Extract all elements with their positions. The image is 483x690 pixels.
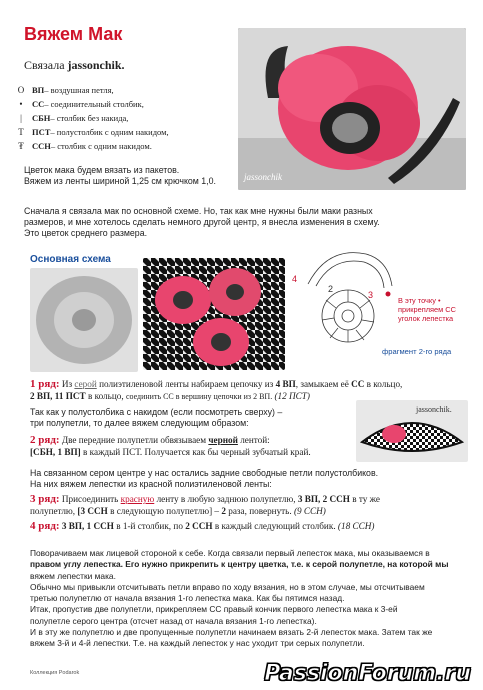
text: [3 ССН <box>77 506 108 516</box>
stitch-legend <box>14 83 169 153</box>
text: (12 ПСТ) <box>272 391 310 401</box>
row-4 <box>30 520 470 532</box>
diagram-number: 4 <box>292 274 298 284</box>
text: 4 ВП <box>275 379 296 389</box>
double-crochet-symbol-icon: ₮ <box>18 141 24 151</box>
text: в кольцо, <box>364 379 403 389</box>
row-4-label: 4 ряд: <box>30 520 60 532</box>
text: 2 ВП, 11 ПСТ <box>30 391 86 401</box>
legend-abbr: ССН <box>32 141 51 151</box>
black-edge-photo <box>356 400 468 462</box>
bottom-line: правом углу лепестка. Его нужно прикрепить к центру цветка, т.е. к серой полупетле, на которой мы <box>30 559 449 570</box>
center-line: На связанном сером центре у нас остались задние свободные петли полустолбиков. <box>30 468 379 478</box>
row-2-label: 2 ряд: <box>30 434 60 446</box>
text: в следующую полупетлю] – <box>107 506 222 516</box>
photo-signature: jassonchik. <box>416 405 452 414</box>
legend-row <box>14 139 169 153</box>
text: Две передние полупетли обвязываем <box>59 435 209 445</box>
row-3-label: 3 ряд: <box>30 493 60 505</box>
row-2 <box>30 434 360 458</box>
red-word: красную <box>120 494 155 504</box>
text: (18 ССН) <box>337 521 375 531</box>
legend-text: – воздушная петля, <box>44 85 114 95</box>
half-double-symbol-icon: T <box>18 127 24 137</box>
legend-text: – соединительный столбик, <box>44 99 144 109</box>
center-line: На них вяжем лепестки из красной полиэтиленовой ленты: <box>30 479 272 489</box>
intro-line: Вяжем из ленты шириной 1,25 см крючком 1,0. <box>24 176 216 186</box>
bottom-line: Обычно мы привыкли отсчитывать петли вправо по ходу вязания, но в этом случае, мы отсчитываем <box>30 581 425 592</box>
intro-text <box>24 165 216 187</box>
watermark: PassionForum.ru <box>264 661 471 686</box>
bottom-text <box>30 548 475 650</box>
text: СС <box>351 379 365 389</box>
legend-text: – полустолбик с одним накидом, <box>50 127 169 137</box>
diagram-number: 3 <box>368 290 374 300</box>
grey-word: серой <box>74 379 97 389</box>
bottom-line: полупетле серого центра (отсчет назад от начала вязания 1-го лепестка). <box>30 615 317 626</box>
poppies-photo <box>143 258 285 370</box>
legend-row <box>14 83 169 97</box>
poppy-illustration <box>238 28 466 190</box>
bottom-line: Поворачиваем мак лицевой стороной к себе. Когда связали первый лепесток мака, мы оказываемся в <box>30 548 430 558</box>
scheme-label: Основная схема <box>30 254 111 265</box>
text: , замыкаем её <box>295 379 352 389</box>
chain-symbol-icon: O <box>17 85 25 95</box>
bottom-line: вяжем лепестки мака. <box>30 570 116 581</box>
photo-signature: jassonchik <box>244 172 282 182</box>
legend-text: – столбик без накида, <box>50 113 129 123</box>
text: в кольцо, <box>85 391 126 401</box>
poppies-illustration <box>143 258 285 370</box>
legend-abbr: СБН <box>32 113 51 123</box>
row-3 <box>30 493 470 517</box>
author-line <box>24 58 125 73</box>
legend-row <box>14 125 169 139</box>
black-word: черной <box>208 435 238 445</box>
text: лентой: <box>237 435 270 445</box>
text: ленту в любую заднюю полупетлю, <box>154 494 298 504</box>
text: (9 ССН) <box>293 506 326 516</box>
single-crochet-symbol-icon: | <box>20 113 22 123</box>
text: в 1-й столбик, по <box>113 521 186 531</box>
footer-collection: Коллекция Podarok <box>30 670 80 676</box>
legend-row <box>14 97 169 111</box>
legend-abbr: ВП <box>32 85 45 95</box>
legend-row <box>14 111 169 125</box>
note-text <box>30 407 282 429</box>
poppy-photo <box>238 28 466 190</box>
text: полиэтиленовой ленты набираем цепочку из <box>96 379 276 389</box>
text: в каждый следующий столбик. <box>212 521 338 531</box>
legend-abbr: СС <box>32 99 45 109</box>
slip-stitch-symbol-icon: • <box>19 99 23 109</box>
text: полупетлю, <box>30 506 78 516</box>
text: [СБН, 1 ВП] <box>30 447 81 457</box>
text: Присоединить <box>59 494 121 504</box>
bottom-line: вяжем 3-й и 4-й лепестки. Т.е. на каждый лепесток у нас уходит три серых полупетли. <box>30 638 365 649</box>
diagram-number: 2 <box>328 284 334 294</box>
note-line: Так как у полустолбика с накидом (если посмотреть сверху) – <box>30 407 283 417</box>
paragraph-two <box>24 206 380 239</box>
grey-center-illustration <box>30 268 138 372</box>
bottom-line: Итак, пропустив две полупетли, прикрепляем СС правый кончик первого лепестка мака к 3-ей <box>30 604 398 615</box>
intro-line: Цветок мака будем вязать из пакетов. <box>24 165 180 175</box>
legend-text: – столбик с одним накидом. <box>50 141 152 151</box>
center-text <box>30 468 378 490</box>
center-photo <box>30 268 138 372</box>
text: Из <box>59 379 75 389</box>
paragraph-line: размеров, и мне хотелось сделать немного другой центр, я внесла изменения в схему. <box>24 217 380 227</box>
text: в ту же <box>349 494 380 504</box>
text: 2 ССН <box>185 521 213 531</box>
author-prefix: Связала <box>24 58 68 72</box>
paragraph-line: Сначала я связала мак по основной схеме. Но, так как мне нужны были маки разных <box>24 206 373 216</box>
text: соединить СС в вершину цепочки из 2 ВП. <box>125 392 273 401</box>
text: в каждый ПСТ. Получается как бы черный зубчатый край. <box>80 447 311 457</box>
diagram-annotation: В эту точку • прикрепляем СС уголок лепестка <box>398 296 456 323</box>
page-title: Вяжем Мак <box>24 24 123 44</box>
black-edge-illustration <box>356 400 468 462</box>
diagram-annotation-fragment: фрагмент 2-го ряда <box>382 347 452 356</box>
text: раза, повернуть. <box>225 506 294 516</box>
text: 3 ВП, 2 ССН <box>297 494 350 504</box>
bottom-line: третью полупетлю от начала вязания 1-го лепестка мака. Как бы пятимся назад. <box>30 593 345 604</box>
paragraph-line: Это цветок среднего размера. <box>24 228 148 238</box>
text: 2 <box>221 506 226 516</box>
row-1-label: 1 ряд: <box>30 378 60 390</box>
legend-abbr: ПСТ <box>32 127 51 137</box>
author-name: jassonchik. <box>67 58 125 72</box>
bottom-line: И в эту же полупетлю и две пропущенные полупетли начинаем вязать 2-й лепесток мака. Затем так же <box>30 627 433 638</box>
note-line: три полупетли, то далее вяжем следующим образом: <box>30 418 249 428</box>
text: 3 ВП, 1 ССН <box>59 521 114 531</box>
